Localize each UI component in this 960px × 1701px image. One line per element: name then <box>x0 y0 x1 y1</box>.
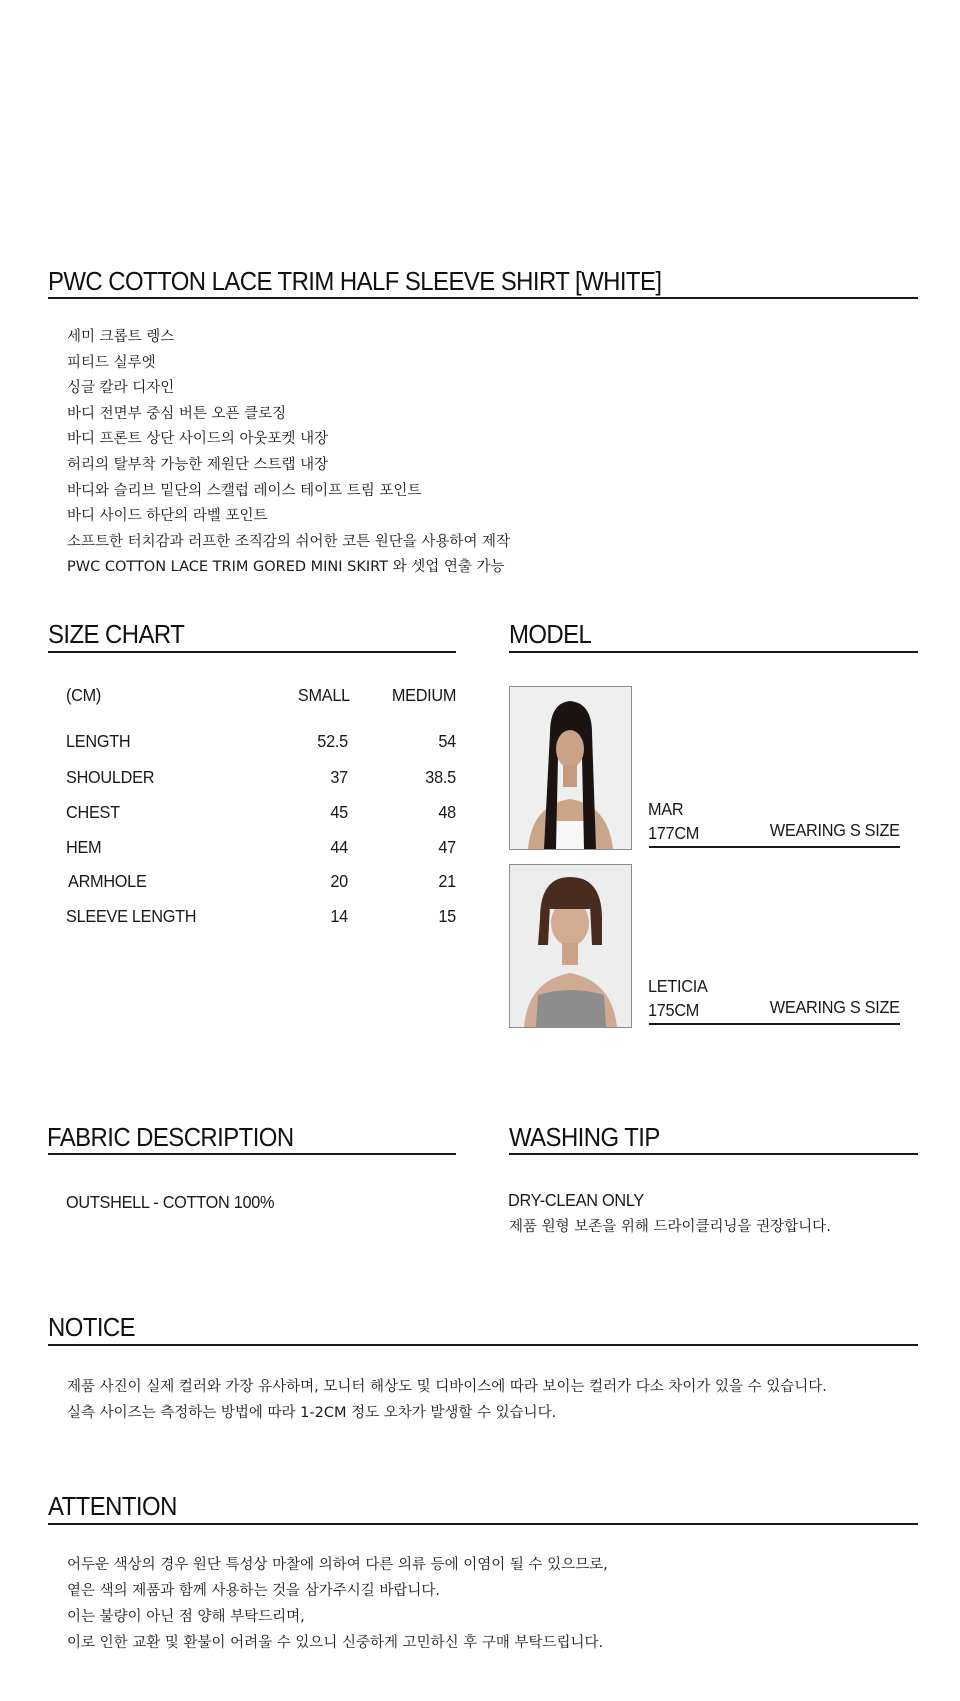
model-info-divider <box>649 1023 900 1025</box>
model-name: MAR <box>648 799 684 819</box>
size-chart-heading: SIZE CHART <box>48 619 185 649</box>
model-height: 175CM <box>648 1000 700 1020</box>
washing-instruction: DRY-CLEAN ONLY <box>508 1190 644 1210</box>
model-info-divider <box>649 846 900 848</box>
medium-value: 54 <box>438 731 456 751</box>
title-divider <box>48 297 918 299</box>
product-title: PWC COTTON LACE TRIM HALF SLEEVE SHIRT [WHITE] <box>48 266 662 296</box>
medium-value: 21 <box>438 871 456 891</box>
model-photo-leticia <box>509 864 632 1028</box>
small-value: 45 <box>330 802 348 822</box>
measure-label: LENGTH <box>66 731 131 751</box>
attention-divider <box>48 1523 918 1525</box>
medium-value: 15 <box>438 906 456 926</box>
attention-line: 어두운 색상의 경우 원단 특성상 마찰에 의하여 다른 의류 등에 이염이 될 수 있으므로, <box>67 1557 608 1573</box>
measure-label: SLEEVE LENGTH <box>66 906 197 926</box>
small-value: 44 <box>330 837 348 857</box>
attention-heading: ATTENTION <box>48 1491 177 1521</box>
feature-item: PWC COTTON LACE TRIM GORED MINI SKIRT 와 셋업 연출 가능 <box>67 559 505 576</box>
small-value: 20 <box>330 871 348 891</box>
measure-label: HEM <box>66 837 102 857</box>
medium-value: 38.5 <box>425 767 456 787</box>
size-row-length <box>66 729 456 753</box>
measure-label: CHEST <box>66 802 120 822</box>
fabric-heading: FABRIC DESCRIPTION <box>47 1122 294 1152</box>
notice-divider <box>48 1344 918 1346</box>
model-height: 177CM <box>648 823 700 843</box>
measure-label: ARMHOLE <box>68 871 147 891</box>
attention-line: 이로 인한 교환 및 환불이 어려울 수 있으니 신중하게 고민하신 후 구매 부탁드립니다. <box>67 1635 604 1651</box>
washing-heading: WASHING TIP <box>509 1122 660 1152</box>
notice-line: 제품 사진이 실제 컬러와 가장 유사하며, 모니터 해상도 및 디바이스에 따라 보이는 컬러가 다소 차이가 있을 수 있습니다. <box>67 1379 827 1395</box>
medium-value: 48 <box>438 802 456 822</box>
unit-label: (CM) <box>66 685 102 705</box>
attention-line: 이는 불량이 아닌 점 양해 부탁드리며, <box>67 1609 305 1625</box>
small-value: 52.5 <box>317 731 348 751</box>
feature-item: 바디 사이드 하단의 라벨 포인트 <box>67 508 268 525</box>
feature-item: 피티드 실루엣 <box>67 354 156 371</box>
model-photo-mar <box>509 686 632 850</box>
feature-item: 바디 프론트 상단 사이드의 아웃포켓 내장 <box>67 431 329 448</box>
column-small: SMALL <box>298 685 350 705</box>
size-row-sleeve-length <box>66 904 456 928</box>
notice-line: 실측 사이즈는 측정하는 방법에 따라 1-2CM 정도 오차가 발생할 수 있습니다. <box>67 1405 557 1421</box>
small-value: 37 <box>330 767 348 787</box>
washing-note: 제품 원형 보존을 위해 드라이클리닝을 권장합니다. <box>509 1219 831 1235</box>
size-row-hem <box>66 835 456 859</box>
model-divider <box>509 651 918 653</box>
model-name: LETICIA <box>648 976 708 996</box>
washing-divider <box>509 1153 918 1155</box>
size-chart-header-row <box>66 683 456 707</box>
small-value: 14 <box>330 906 348 926</box>
notice-heading: NOTICE <box>48 1312 136 1342</box>
fabric-composition: OUTSHELL - COTTON 100% <box>66 1192 275 1212</box>
column-medium: MEDIUM <box>391 685 456 705</box>
medium-value: 47 <box>438 837 456 857</box>
model-wearing-size: WEARING S SIZE <box>770 820 900 840</box>
measure-label: SHOULDER <box>66 767 155 787</box>
feature-list <box>67 325 510 581</box>
feature-item: 바디 전면부 중심 버튼 오픈 클로징 <box>67 405 287 422</box>
size-row-chest <box>66 800 456 824</box>
fabric-divider <box>48 1153 456 1155</box>
model-wearing-size: WEARING S SIZE <box>770 997 900 1017</box>
size-row-armhole <box>66 869 456 893</box>
feature-item: 허리의 탈부착 가능한 제원단 스트랩 내장 <box>67 456 329 473</box>
attention-line: 옅은 색의 제품과 함께 사용하는 것을 삼가주시길 바랍니다. <box>67 1583 441 1599</box>
feature-item: 바디와 슬리브 밑단의 스캘럽 레이스 테이프 트림 포인트 <box>67 482 422 499</box>
feature-item: 세미 크롭트 렝스 <box>67 329 175 345</box>
size-row-shoulder <box>66 765 456 789</box>
feature-item: 소프트한 터치감과 러프한 조직감의 쉬어한 코튼 원단을 사용하여 제작 <box>67 533 511 550</box>
size-chart-divider <box>48 651 456 653</box>
feature-item: 싱글 칼라 디자인 <box>67 380 175 397</box>
model-heading: MODEL <box>509 619 592 649</box>
